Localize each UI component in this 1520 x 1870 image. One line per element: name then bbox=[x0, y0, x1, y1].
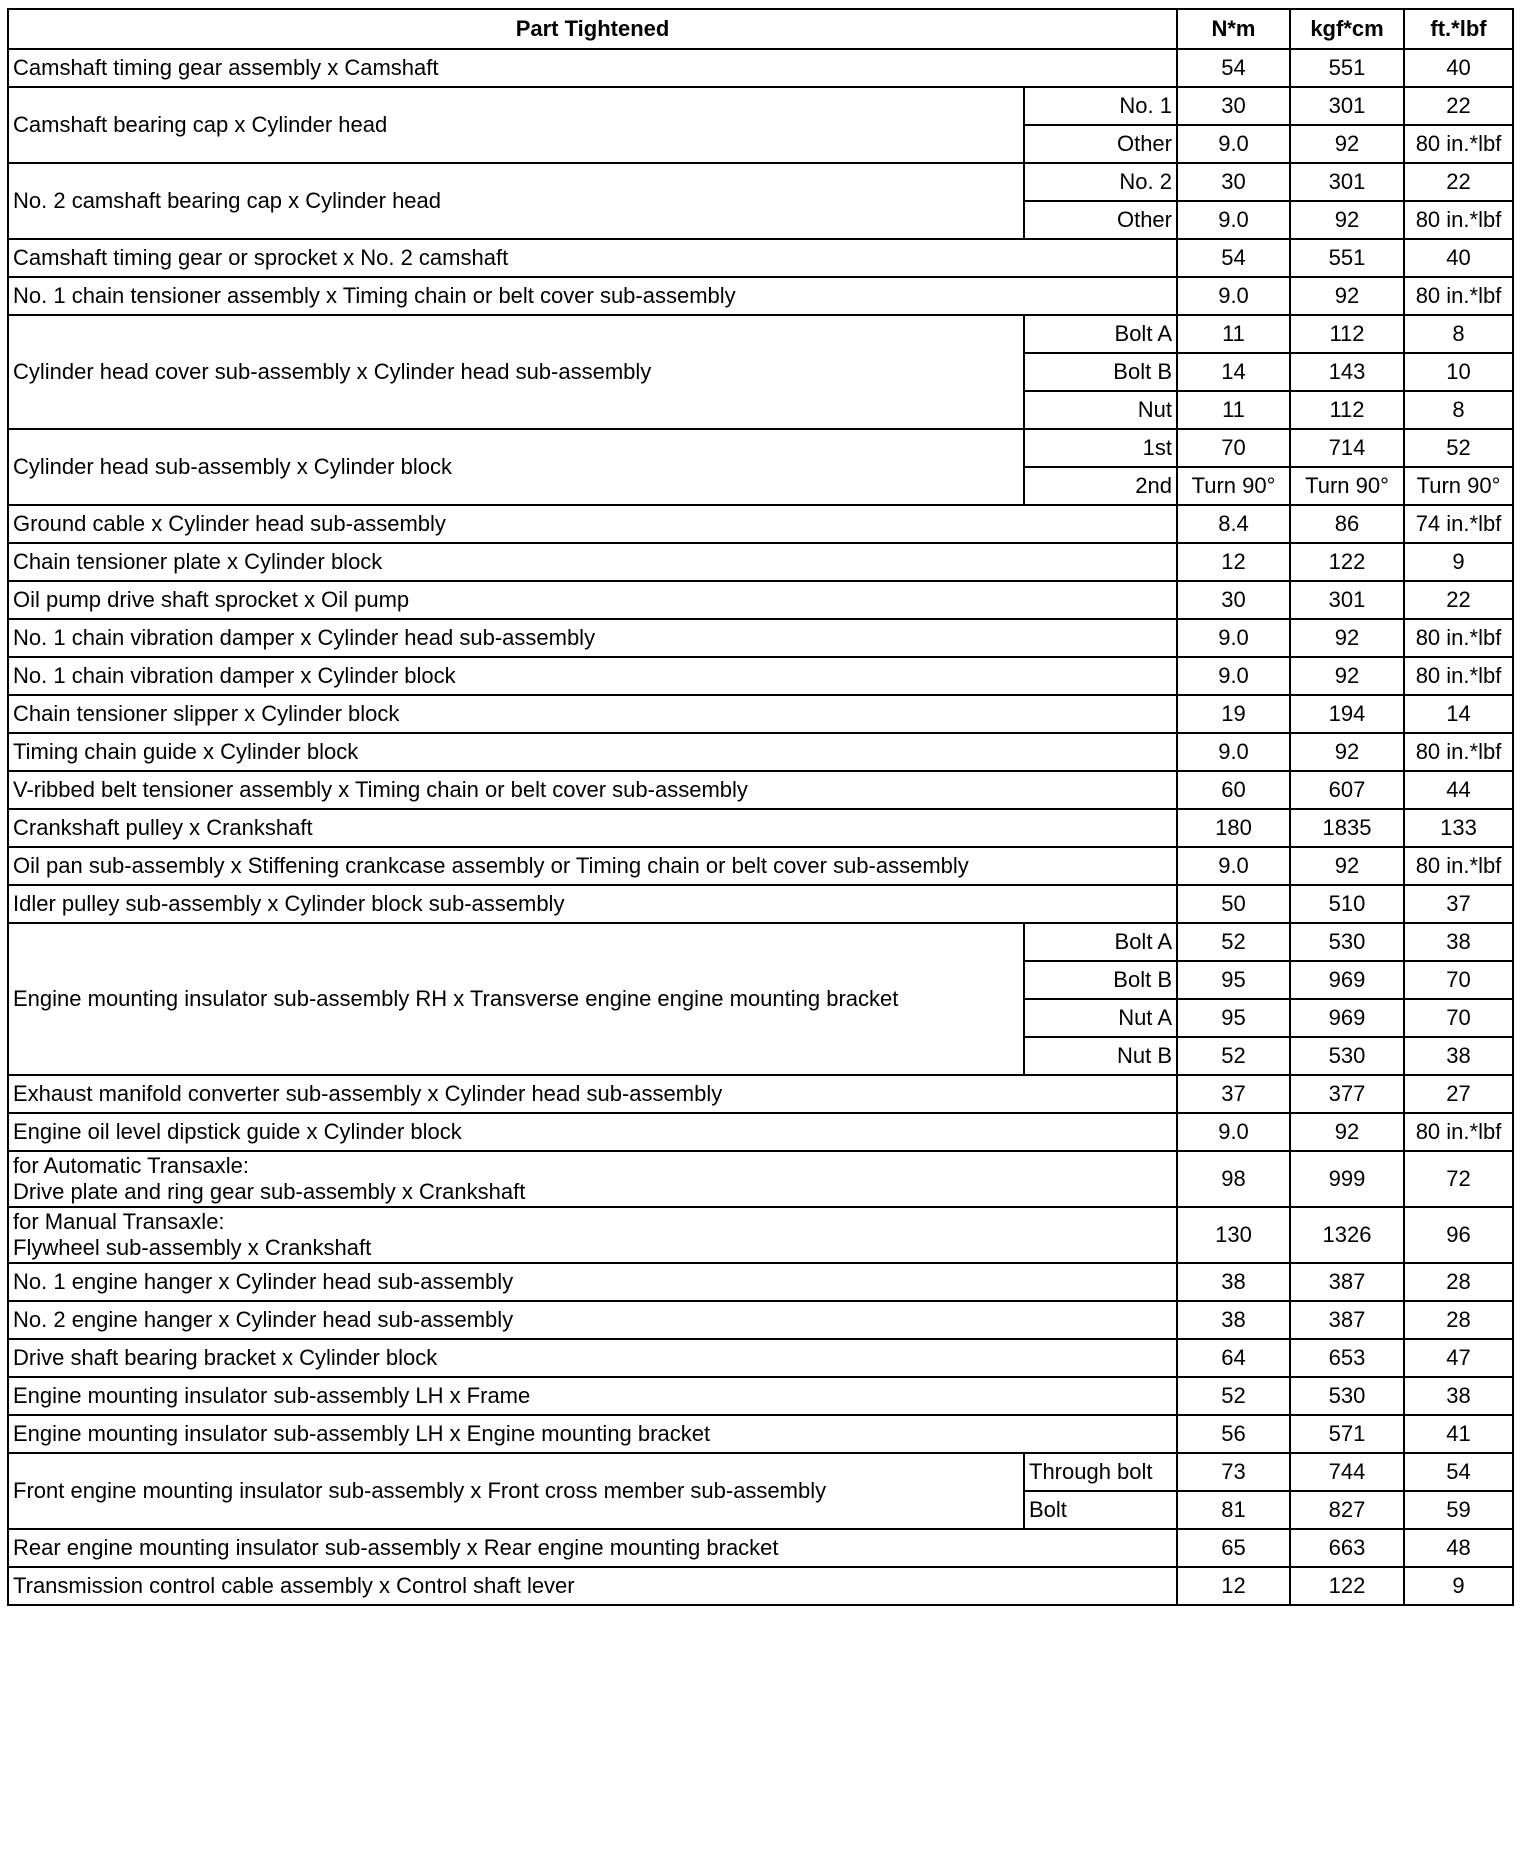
nm-cell: 8.4 bbox=[1177, 505, 1290, 543]
nm-cell: 12 bbox=[1177, 1567, 1290, 1605]
kgfcm-cell: 112 bbox=[1290, 391, 1404, 429]
part-cell: Oil pump drive shaft sprocket x Oil pump bbox=[8, 581, 1177, 619]
kgfcm-cell: 969 bbox=[1290, 961, 1404, 999]
ftlbf-cell: 80 in.*lbf bbox=[1404, 657, 1513, 695]
ftlbf-cell: 8 bbox=[1404, 391, 1513, 429]
sub-label-cell: No. 1 bbox=[1024, 87, 1177, 125]
part-cell: Engine mounting insulator sub-assembly RH x Transverse engine engine mounting bracket bbox=[8, 923, 1024, 1075]
kgfcm-cell: 530 bbox=[1290, 923, 1404, 961]
sub-label-cell: No. 2 bbox=[1024, 163, 1177, 201]
table-row bbox=[8, 1339, 1513, 1377]
ftlbf-cell: 10 bbox=[1404, 353, 1513, 391]
table-row bbox=[8, 1263, 1513, 1301]
ftlbf-cell: 54 bbox=[1404, 1453, 1513, 1491]
table-row bbox=[8, 1377, 1513, 1415]
nm-cell: 37 bbox=[1177, 1075, 1290, 1113]
table-row bbox=[8, 581, 1513, 619]
part-cell: Crankshaft pulley x Crankshaft bbox=[8, 809, 1177, 847]
ftlbf-cell: 22 bbox=[1404, 163, 1513, 201]
part-cell: for Manual Transaxle: Flywheel sub-assembly x Crankshaft bbox=[8, 1207, 1177, 1263]
nm-cell: 9.0 bbox=[1177, 277, 1290, 315]
ftlbf-cell: 133 bbox=[1404, 809, 1513, 847]
kgfcm-cell: 510 bbox=[1290, 885, 1404, 923]
kgfcm-cell: 551 bbox=[1290, 239, 1404, 277]
kgfcm-cell: 744 bbox=[1290, 1453, 1404, 1491]
table-row bbox=[8, 1529, 1513, 1567]
nm-cell: 38 bbox=[1177, 1263, 1290, 1301]
ftlbf-cell: 52 bbox=[1404, 429, 1513, 467]
kgfcm-cell: 301 bbox=[1290, 87, 1404, 125]
part-cell: Rear engine mounting insulator sub-assembly x Rear engine mounting bracket bbox=[8, 1529, 1177, 1567]
ftlbf-cell: 37 bbox=[1404, 885, 1513, 923]
ftlbf-cell: 9 bbox=[1404, 1567, 1513, 1605]
part-cell: Transmission control cable assembly x Control shaft lever bbox=[8, 1567, 1177, 1605]
kgfcm-cell: 122 bbox=[1290, 1567, 1404, 1605]
nm-cell: 9.0 bbox=[1177, 657, 1290, 695]
nm-cell: 64 bbox=[1177, 1339, 1290, 1377]
nm-cell: 30 bbox=[1177, 581, 1290, 619]
ftlbf-cell: 38 bbox=[1404, 1037, 1513, 1075]
kgfcm-cell: 571 bbox=[1290, 1415, 1404, 1453]
ftlbf-cell: 80 in.*lbf bbox=[1404, 733, 1513, 771]
part-cell: Drive shaft bearing bracket x Cylinder block bbox=[8, 1339, 1177, 1377]
part-cell: Timing chain guide x Cylinder block bbox=[8, 733, 1177, 771]
table-row bbox=[8, 163, 1513, 201]
nm-cell: 9.0 bbox=[1177, 619, 1290, 657]
ftlbf-cell: 47 bbox=[1404, 1339, 1513, 1377]
ftlbf-cell: 70 bbox=[1404, 999, 1513, 1037]
sub-label-cell: Nut B bbox=[1024, 1037, 1177, 1075]
ftlbf-cell: 28 bbox=[1404, 1263, 1513, 1301]
ftlbf-cell: 9 bbox=[1404, 543, 1513, 581]
nm-cell: 95 bbox=[1177, 961, 1290, 999]
part-cell: No. 1 chain vibration damper x Cylinder head sub-assembly bbox=[8, 619, 1177, 657]
kgfcm-cell: 92 bbox=[1290, 277, 1404, 315]
table-row bbox=[8, 505, 1513, 543]
nm-cell: 56 bbox=[1177, 1415, 1290, 1453]
ftlbf-cell: 38 bbox=[1404, 923, 1513, 961]
kgfcm-cell: 387 bbox=[1290, 1263, 1404, 1301]
part-cell: Camshaft timing gear or sprocket x No. 2 camshaft bbox=[8, 239, 1177, 277]
ftlbf-cell: 40 bbox=[1404, 49, 1513, 87]
ftlbf-cell: 72 bbox=[1404, 1151, 1513, 1207]
ftlbf-cell: 48 bbox=[1404, 1529, 1513, 1567]
kgfcm-cell: 122 bbox=[1290, 543, 1404, 581]
part-cell: Engine oil level dipstick guide x Cylinder block bbox=[8, 1113, 1177, 1151]
ftlbf-cell: 38 bbox=[1404, 1377, 1513, 1415]
header-part: Part Tightened bbox=[8, 9, 1177, 49]
sub-label-cell: 2nd bbox=[1024, 467, 1177, 505]
kgfcm-cell: 663 bbox=[1290, 1529, 1404, 1567]
table-row bbox=[8, 315, 1513, 353]
sub-label-cell: Bolt A bbox=[1024, 315, 1177, 353]
part-cell: Idler pulley sub-assembly x Cylinder block sub-assembly bbox=[8, 885, 1177, 923]
kgfcm-cell: 92 bbox=[1290, 619, 1404, 657]
nm-cell: 52 bbox=[1177, 1037, 1290, 1075]
part-cell: No. 1 chain vibration damper x Cylinder block bbox=[8, 657, 1177, 695]
nm-cell: 65 bbox=[1177, 1529, 1290, 1567]
ftlbf-cell: 14 bbox=[1404, 695, 1513, 733]
sub-label-cell: Bolt A bbox=[1024, 923, 1177, 961]
table-row bbox=[8, 1567, 1513, 1605]
ftlbf-cell: 27 bbox=[1404, 1075, 1513, 1113]
table-row bbox=[8, 733, 1513, 771]
nm-cell: 14 bbox=[1177, 353, 1290, 391]
part-cell: V-ribbed belt tensioner assembly x Timing chain or belt cover sub-assembly bbox=[8, 771, 1177, 809]
part-cell: No. 1 chain tensioner assembly x Timing chain or belt cover sub-assembly bbox=[8, 277, 1177, 315]
header-ftlbf: ft.*lbf bbox=[1404, 9, 1513, 49]
table-row bbox=[8, 87, 1513, 125]
kgfcm-cell: 143 bbox=[1290, 353, 1404, 391]
header-nm: N*m bbox=[1177, 9, 1290, 49]
kgfcm-cell: 92 bbox=[1290, 201, 1404, 239]
part-cell: Camshaft timing gear assembly x Camshaft bbox=[8, 49, 1177, 87]
part-cell: Cylinder head sub-assembly x Cylinder block bbox=[8, 429, 1024, 505]
nm-cell: 9.0 bbox=[1177, 201, 1290, 239]
nm-cell: 98 bbox=[1177, 1151, 1290, 1207]
table-row bbox=[8, 429, 1513, 467]
ftlbf-cell: 22 bbox=[1404, 87, 1513, 125]
nm-cell: 81 bbox=[1177, 1491, 1290, 1529]
part-cell: Camshaft bearing cap x Cylinder head bbox=[8, 87, 1024, 163]
table-row bbox=[8, 1453, 1513, 1491]
kgfcm-cell: Turn 90° bbox=[1290, 467, 1404, 505]
kgfcm-cell: 551 bbox=[1290, 49, 1404, 87]
part-cell: Front engine mounting insulator sub-assembly x Front cross member sub-assembly bbox=[8, 1453, 1024, 1529]
kgfcm-cell: 92 bbox=[1290, 847, 1404, 885]
table-row bbox=[8, 771, 1513, 809]
kgfcm-cell: 92 bbox=[1290, 733, 1404, 771]
nm-cell: 19 bbox=[1177, 695, 1290, 733]
kgfcm-cell: 969 bbox=[1290, 999, 1404, 1037]
kgfcm-cell: 194 bbox=[1290, 695, 1404, 733]
ftlbf-cell: 80 in.*lbf bbox=[1404, 277, 1513, 315]
ftlbf-cell: 41 bbox=[1404, 1415, 1513, 1453]
sub-label-cell: Bolt bbox=[1024, 1491, 1177, 1529]
table-row bbox=[8, 49, 1513, 87]
nm-cell: 38 bbox=[1177, 1301, 1290, 1339]
table-row bbox=[8, 1151, 1513, 1207]
nm-cell: 130 bbox=[1177, 1207, 1290, 1263]
ftlbf-cell: 28 bbox=[1404, 1301, 1513, 1339]
nm-cell: 50 bbox=[1177, 885, 1290, 923]
sub-label-cell: 1st bbox=[1024, 429, 1177, 467]
nm-cell: 9.0 bbox=[1177, 125, 1290, 163]
ftlbf-cell: 22 bbox=[1404, 581, 1513, 619]
nm-cell: 11 bbox=[1177, 315, 1290, 353]
kgfcm-cell: 301 bbox=[1290, 581, 1404, 619]
nm-cell: 30 bbox=[1177, 163, 1290, 201]
nm-cell: 12 bbox=[1177, 543, 1290, 581]
ftlbf-cell: Turn 90° bbox=[1404, 467, 1513, 505]
table-row bbox=[8, 1207, 1513, 1263]
nm-cell: 95 bbox=[1177, 999, 1290, 1037]
table-row bbox=[8, 923, 1513, 961]
ftlbf-cell: 70 bbox=[1404, 961, 1513, 999]
kgfcm-cell: 112 bbox=[1290, 315, 1404, 353]
torque-spec-table bbox=[7, 8, 1514, 1606]
sub-label-cell: Nut bbox=[1024, 391, 1177, 429]
sub-label-cell: Other bbox=[1024, 201, 1177, 239]
kgfcm-cell: 86 bbox=[1290, 505, 1404, 543]
part-cell: for Automatic Transaxle: Drive plate and ring gear sub-assembly x Crankshaft bbox=[8, 1151, 1177, 1207]
nm-cell: 60 bbox=[1177, 771, 1290, 809]
header-kgfcm: kgf*cm bbox=[1290, 9, 1404, 49]
kgfcm-cell: 714 bbox=[1290, 429, 1404, 467]
nm-cell: 54 bbox=[1177, 239, 1290, 277]
nm-cell: 180 bbox=[1177, 809, 1290, 847]
table-row bbox=[8, 239, 1513, 277]
ftlbf-cell: 80 in.*lbf bbox=[1404, 201, 1513, 239]
sub-label-cell: Through bolt bbox=[1024, 1453, 1177, 1491]
table-row bbox=[8, 1301, 1513, 1339]
table-row bbox=[8, 809, 1513, 847]
kgfcm-cell: 1326 bbox=[1290, 1207, 1404, 1263]
kgfcm-cell: 1835 bbox=[1290, 809, 1404, 847]
kgfcm-cell: 530 bbox=[1290, 1037, 1404, 1075]
part-cell: Chain tensioner slipper x Cylinder block bbox=[8, 695, 1177, 733]
kgfcm-cell: 653 bbox=[1290, 1339, 1404, 1377]
ftlbf-cell: 80 in.*lbf bbox=[1404, 619, 1513, 657]
ftlbf-cell: 74 in.*lbf bbox=[1404, 505, 1513, 543]
part-cell: Cylinder head cover sub-assembly x Cylinder head sub-assembly bbox=[8, 315, 1024, 429]
table-row bbox=[8, 695, 1513, 733]
ftlbf-cell: 80 in.*lbf bbox=[1404, 1113, 1513, 1151]
part-cell: No. 2 camshaft bearing cap x Cylinder head bbox=[8, 163, 1024, 239]
table-row bbox=[8, 543, 1513, 581]
kgfcm-cell: 530 bbox=[1290, 1377, 1404, 1415]
ftlbf-cell: 80 in.*lbf bbox=[1404, 847, 1513, 885]
sub-label-cell: Bolt B bbox=[1024, 353, 1177, 391]
sub-label-cell: Other bbox=[1024, 125, 1177, 163]
kgfcm-cell: 92 bbox=[1290, 657, 1404, 695]
ftlbf-cell: 96 bbox=[1404, 1207, 1513, 1263]
kgfcm-cell: 301 bbox=[1290, 163, 1404, 201]
nm-cell: 9.0 bbox=[1177, 733, 1290, 771]
table-row bbox=[8, 1415, 1513, 1453]
table-row bbox=[8, 847, 1513, 885]
sub-label-cell: Bolt B bbox=[1024, 961, 1177, 999]
nm-cell: 9.0 bbox=[1177, 1113, 1290, 1151]
table-row bbox=[8, 619, 1513, 657]
part-cell: Engine mounting insulator sub-assembly LH x Frame bbox=[8, 1377, 1177, 1415]
ftlbf-cell: 59 bbox=[1404, 1491, 1513, 1529]
table-row bbox=[8, 277, 1513, 315]
nm-cell: 54 bbox=[1177, 49, 1290, 87]
nm-cell: 9.0 bbox=[1177, 847, 1290, 885]
table-row bbox=[8, 1075, 1513, 1113]
kgfcm-cell: 92 bbox=[1290, 125, 1404, 163]
table-row bbox=[8, 885, 1513, 923]
nm-cell: 11 bbox=[1177, 391, 1290, 429]
kgfcm-cell: 607 bbox=[1290, 771, 1404, 809]
kgfcm-cell: 387 bbox=[1290, 1301, 1404, 1339]
nm-cell: 52 bbox=[1177, 1377, 1290, 1415]
part-cell: Ground cable x Cylinder head sub-assembly bbox=[8, 505, 1177, 543]
header-row bbox=[8, 9, 1513, 49]
ftlbf-cell: 40 bbox=[1404, 239, 1513, 277]
ftlbf-cell: 8 bbox=[1404, 315, 1513, 353]
kgfcm-cell: 827 bbox=[1290, 1491, 1404, 1529]
kgfcm-cell: 92 bbox=[1290, 1113, 1404, 1151]
ftlbf-cell: 44 bbox=[1404, 771, 1513, 809]
nm-cell: 73 bbox=[1177, 1453, 1290, 1491]
kgfcm-cell: 377 bbox=[1290, 1075, 1404, 1113]
sub-label-cell: Nut A bbox=[1024, 999, 1177, 1037]
part-cell: Chain tensioner plate x Cylinder block bbox=[8, 543, 1177, 581]
part-cell: Exhaust manifold converter sub-assembly x Cylinder head sub-assembly bbox=[8, 1075, 1177, 1113]
table-row bbox=[8, 657, 1513, 695]
part-cell: Engine mounting insulator sub-assembly LH x Engine mounting bracket bbox=[8, 1415, 1177, 1453]
nm-cell: Turn 90° bbox=[1177, 467, 1290, 505]
kgfcm-cell: 999 bbox=[1290, 1151, 1404, 1207]
nm-cell: 30 bbox=[1177, 87, 1290, 125]
part-cell: No. 2 engine hanger x Cylinder head sub-assembly bbox=[8, 1301, 1177, 1339]
part-cell: Oil pan sub-assembly x Stiffening crankcase assembly or Timing chain or belt cover sub-assembly bbox=[8, 847, 1177, 885]
nm-cell: 70 bbox=[1177, 429, 1290, 467]
part-cell: No. 1 engine hanger x Cylinder head sub-assembly bbox=[8, 1263, 1177, 1301]
nm-cell: 52 bbox=[1177, 923, 1290, 961]
ftlbf-cell: 80 in.*lbf bbox=[1404, 125, 1513, 163]
table-row bbox=[8, 1113, 1513, 1151]
